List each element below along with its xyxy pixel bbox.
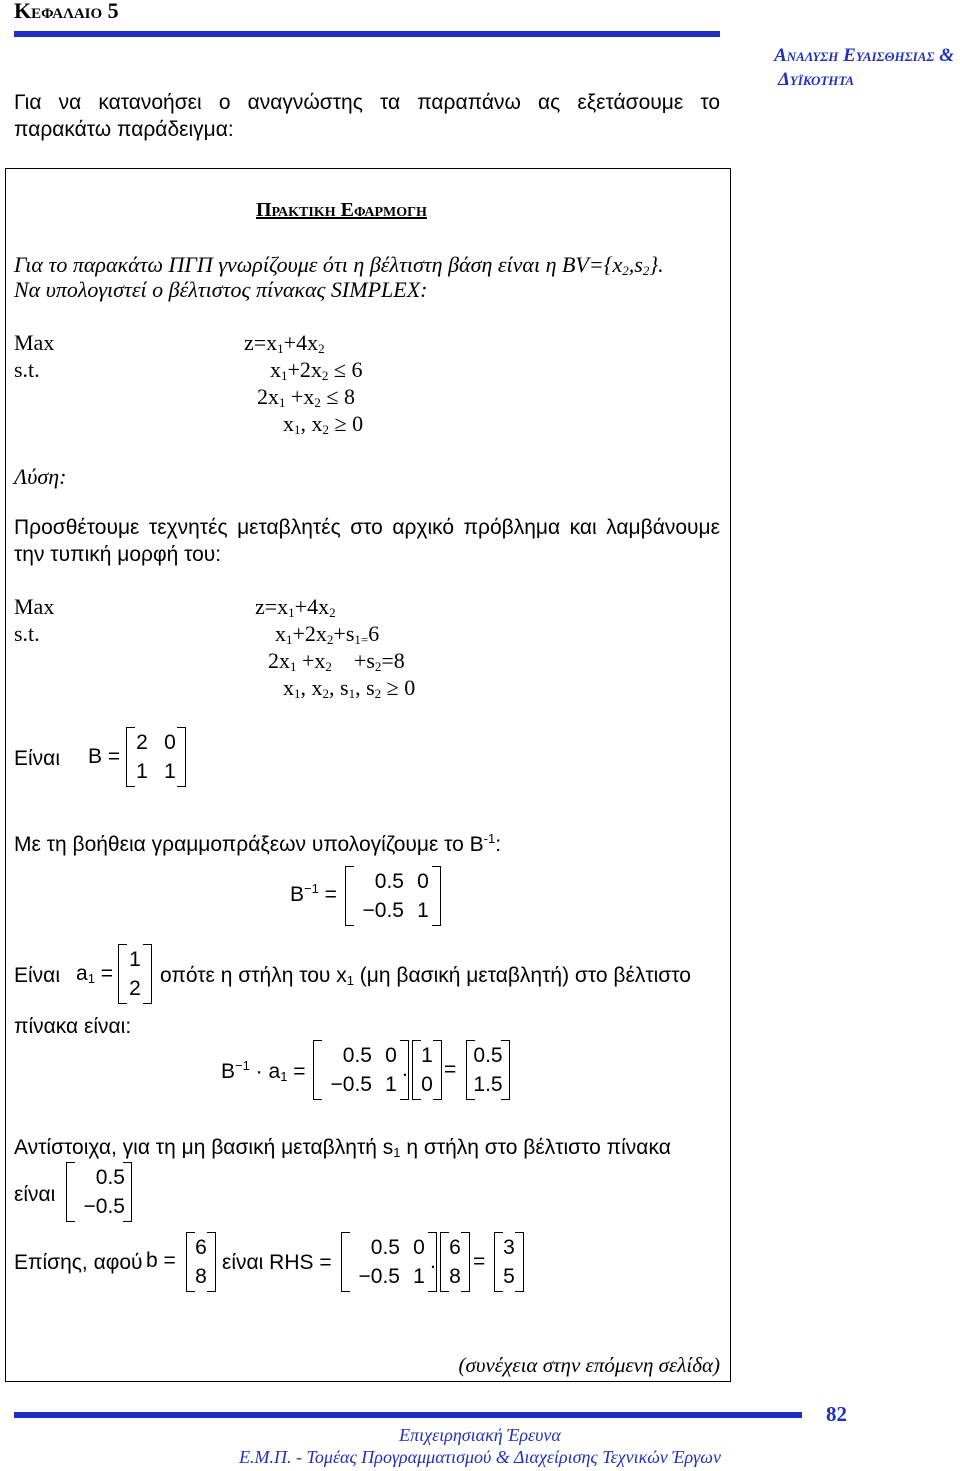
Binv-matrix bbox=[345, 866, 441, 926]
std-form-line1: Προσθέτουμε τεχνητές μεταβλητές στο αρχικό πρόβλημα και λαμβάνουμε bbox=[14, 516, 720, 539]
Binv-cell: −0.5 bbox=[362, 899, 404, 922]
problem-line1: Για το παρακάτω ΠΓΠ γνωρίζουμε ότι η βέλτιστη βάση είναι η $BV=\{x_2,s_2\}$. bbox=[14, 252, 664, 278]
a1-cell: 1 bbox=[421, 1044, 433, 1067]
box-title: Πρακτικη Εφαρμογη bbox=[256, 199, 427, 221]
b-label: b = bbox=[146, 1249, 176, 1272]
s1-column bbox=[66, 1162, 132, 1222]
footer-line1: Επιχειρησιακή Έρευνα bbox=[399, 1425, 561, 1445]
Binv-matrix-3 bbox=[341, 1232, 437, 1292]
problem-text: Για το παρακάτω ΠΓΠ γνωρίζουμε ότι η βέλτιστη βάση είναι η BV={x bbox=[14, 252, 623, 277]
binv-text: Με τη βοήθεια γραμμοπράξεων υπολογίζουμε το $B^{-1}$: bbox=[14, 831, 502, 856]
B-cell: 1 bbox=[136, 760, 148, 783]
b-cell: 6 bbox=[449, 1236, 461, 1259]
lp1-st: s.t. bbox=[14, 357, 40, 382]
s1-text-part1: Αντίστοιχα, για τη μη βασική μεταβλητή s bbox=[14, 1136, 394, 1159]
lp1-c2-text: 2x bbox=[257, 384, 279, 409]
Binv-matrix-2 bbox=[313, 1040, 409, 1100]
Binv-cell: 1 bbox=[385, 1073, 397, 1096]
lp1-obj-text: z=x bbox=[244, 330, 278, 355]
b-vector bbox=[186, 1232, 216, 1292]
B-cell: 1 bbox=[164, 760, 176, 783]
section-title-line1: Αναλυση Ευαισθησιας & bbox=[774, 45, 954, 66]
lp2-st: s.t. bbox=[14, 621, 40, 646]
a1-text-part2: (μη βασική μεταβλητή) στο βέλτιστο bbox=[359, 964, 691, 987]
einai-label-2: Είναι bbox=[14, 964, 60, 987]
b-cell: 6 bbox=[195, 1236, 207, 1259]
section-title-line2: Δυϊκοτητα bbox=[777, 69, 854, 90]
lp1-constraint2: $2x_1 +x_2 \le 8$ bbox=[257, 384, 355, 410]
Binv-cell: 0.5 bbox=[342, 1044, 372, 1067]
page-number: 82 bbox=[826, 1402, 847, 1426]
lp2-constraint2: $2x_1 +x_2$ $+s_2=8$ bbox=[268, 648, 405, 674]
Binv-cell: 0 bbox=[385, 1044, 397, 1067]
result-cell: 1.5 bbox=[473, 1073, 503, 1096]
episis-text: Επίσης, αφού bbox=[14, 1251, 143, 1274]
s1-cell: 0.5 bbox=[95, 1166, 125, 1189]
chapter-title: Κεφαλαιο 5 bbox=[14, 0, 119, 23]
Binv-cell: 0.5 bbox=[374, 870, 404, 893]
intro-line1: Για να κατανοήσει ο αναγνώστης τα παραπάνω ας εξετάσουμε το bbox=[14, 91, 720, 114]
Binv-cell: 1 bbox=[413, 1265, 425, 1288]
b-vector-2 bbox=[440, 1232, 470, 1292]
result-cell: 0.5 bbox=[473, 1044, 503, 1067]
continued-note: (συνέχεια στην επόμενη σελίδα) bbox=[458, 1353, 720, 1377]
a1-text-part1: οπότε η στήλη του x bbox=[160, 964, 347, 987]
rhs-cell: 5 bbox=[503, 1265, 515, 1288]
lp1-objective: $z=x_1+4x_2$ bbox=[244, 330, 325, 356]
b-cell: 8 bbox=[449, 1265, 461, 1288]
Binv-cell: −0.5 bbox=[358, 1265, 400, 1288]
a1-vector bbox=[118, 944, 152, 1004]
solution-label: Λύση: bbox=[14, 464, 67, 489]
lp2-constraint1: $x_1+2x_2+s_{1=}6$ bbox=[275, 621, 380, 647]
s1-text: Αντίστοιχα, για τη μη βασική μεταβλητή $s_1$ η στήλη στο βέλτιστο πίνακα bbox=[14, 1136, 671, 1160]
lp2-max: Max bbox=[14, 594, 55, 619]
a1-label: $a_1$ = bbox=[76, 962, 114, 986]
header-rule bbox=[14, 31, 720, 37]
rhs-text: είναι RHS = bbox=[222, 1251, 332, 1274]
s1-einai: είναι bbox=[14, 1183, 56, 1206]
binv-text-main: Με τη βοήθεια γραμμοπράξεων υπολογίζουμε το B bbox=[14, 833, 484, 856]
Binv-label: $B^{-1}$ = bbox=[290, 881, 337, 906]
result-a1-vector bbox=[466, 1040, 510, 1100]
a1-cell: 2 bbox=[129, 977, 141, 1000]
Binv-cell: 0 bbox=[413, 1236, 425, 1259]
s1-cell: −0.5 bbox=[83, 1195, 125, 1218]
rhs-vector bbox=[494, 1232, 524, 1292]
lp2-objective: $z=x_1+4x_2$ bbox=[255, 594, 336, 620]
a1-text: οπότε η στήλη του $x_1$ (μη βασική μεταβλητή) στο βέλτιστο bbox=[160, 964, 691, 988]
B-label: B = bbox=[88, 745, 121, 768]
Binv-a1-label: $B^{-1} \cdot a_1$ = bbox=[221, 1058, 306, 1084]
equals-sign: = bbox=[444, 1058, 457, 1081]
footer-rule bbox=[14, 1412, 802, 1418]
Binv-cell: 0.5 bbox=[370, 1236, 400, 1259]
lp1-constraint3: $x_1$, $x_2 \ge 0$ bbox=[283, 411, 364, 437]
Binv-cell: 0 bbox=[417, 870, 429, 893]
a1-cell: 1 bbox=[129, 948, 141, 971]
lp1-c3-text: x bbox=[283, 411, 294, 436]
equals-sign-2: = bbox=[473, 1250, 486, 1273]
intro-line2: παρακάτω παράδειγμα: bbox=[14, 118, 234, 141]
problem-line2: Να υπολογιστεί ο βέλτιστος πίνακας SIMPLEX: bbox=[14, 277, 428, 302]
B-cell: 2 bbox=[136, 731, 148, 754]
a1-letter: a bbox=[76, 962, 88, 985]
dot-operator-2: . bbox=[430, 1250, 436, 1273]
einai-label-1: Είναι bbox=[14, 747, 60, 770]
std-form-line2: την τυπική μορφή του: bbox=[14, 543, 222, 566]
B-matrix bbox=[126, 727, 186, 787]
section-title bbox=[740, 44, 954, 92]
a1-cell: 0 bbox=[421, 1073, 433, 1096]
lp1-constraint1: $x_1+2x_2 \le 6$ bbox=[270, 357, 363, 383]
lp2-constraint3: $x_1$, $x_2$, $s_1$, $s_2 \ge 0$ bbox=[283, 675, 416, 701]
dot-operator: . bbox=[402, 1058, 408, 1081]
Binv-cell: 1 bbox=[417, 899, 429, 922]
footer-line2: Ε.Μ.Π. - Τομέας Προγραμματισμού & Διαχείρισης Τεχνικών Έργων bbox=[239, 1447, 721, 1467]
lp1-max: Max bbox=[14, 330, 55, 355]
Binv-cell: −0.5 bbox=[330, 1073, 372, 1096]
a1-vector-2 bbox=[412, 1040, 442, 1100]
b-cell: 8 bbox=[195, 1265, 207, 1288]
lp1-c1-text: x bbox=[270, 357, 281, 382]
s1-text-part2: η στήλη στο βέλτιστο πίνακα bbox=[406, 1136, 671, 1159]
B-cell: 0 bbox=[164, 731, 176, 754]
pinaka-text: πίνακα είναι: bbox=[14, 1015, 132, 1038]
rhs-cell: 3 bbox=[503, 1236, 515, 1259]
